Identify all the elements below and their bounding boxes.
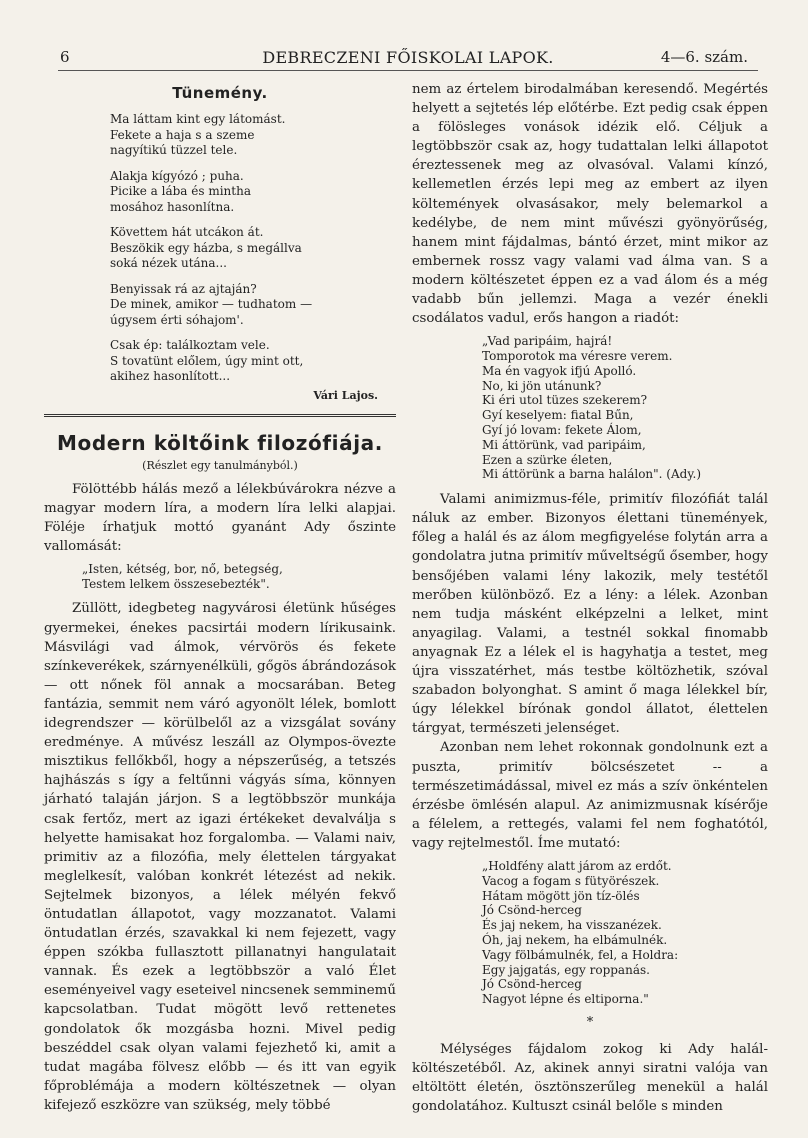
quote-line: Mi áttörünk, vad paripáim, bbox=[482, 437, 646, 452]
poem-stanza bbox=[110, 169, 396, 216]
article-title: Modern költőink filozófiája. bbox=[57, 430, 383, 455]
quote-line: Egy jajgatás, egy roppanás. bbox=[482, 962, 650, 977]
poem-line: Benyissak rá az ajtaján? bbox=[110, 281, 257, 296]
poem-line: De minek, amikor — tudhatom — bbox=[110, 297, 313, 311]
quote-line: Vacog a fogam s fütyörészek. bbox=[482, 873, 660, 888]
poem-line: S tovatünt előlem, úgy mint ott, bbox=[110, 353, 304, 368]
article-paragraph: Fölöttébb hálás mező a lélekbúvárokra nézve a magyar modern líra, a modern líra lelki alapjai. Föléje írhatjuk mottó gyanánt Ady őszinte vallomását: bbox=[44, 481, 396, 554]
article-paragraph: Azonban nem lehet rokonnak gondolnunk ezt a puszta, primitív bölcsészetet -- a természetimádással, mivel ez más a szív önkéntelen érzésbe ömlésén alapul. Az animizmusnak kísérője a félelem, a rettegés, valami fel nem foghatótól, vagy rejtelmestől. Íme mutató: bbox=[412, 740, 768, 851]
page-number: 6 bbox=[60, 48, 70, 66]
quote-line: Jó Csönd-herceg bbox=[482, 977, 582, 992]
left-column bbox=[44, 80, 396, 1115]
poem-line: mosához hasonlítna. bbox=[110, 199, 235, 214]
poem-line: Picike a lába és mintha bbox=[110, 184, 251, 198]
quote-line: Testem lelkem összesebezték". bbox=[82, 576, 270, 591]
block-quote bbox=[482, 334, 768, 482]
quote-line: „Vad paripáim, hajrá! bbox=[482, 334, 613, 349]
poem-title: Tünemény. bbox=[172, 84, 268, 102]
poem-line: Követtem hát utcákon át. bbox=[110, 225, 264, 239]
block-quote bbox=[482, 859, 768, 1007]
quote-line: Gyí jó lovam: fekete Álom, bbox=[482, 423, 642, 437]
section-divider bbox=[44, 414, 396, 417]
poem-line: Ma láttam kint egy látomást. bbox=[110, 112, 286, 126]
quote-line: Hátam mögött jön tíz-ölés bbox=[482, 888, 640, 903]
article-paragraph: Mélységes fájdalom zokog ki Ady halál-költészetéből. Az, akinek annyi siratni valója van eltöltött életén, ösztönszerűleg menekül a halál gondolatához. Kultuszt csinál belőle s minden bbox=[412, 1041, 768, 1115]
article-paragraph: Valami animizmus-féle, primitív filozófiát talál náluk az ember. Bizonyos élettani tünemények, főleg a halál és az álom megfigyelése folytán arra a gondolatra jutna primitív műveltségű ősember, hogy bensőjében valami lény lakozik, mely testétől merőben különböző. Ez a lény: a lélek. Azonban nem tudja másként elképzelni a lelket, mint anyagilag. Valami, a testnél sokkal finomabb anyagnak Ez a lélek el is hagyhatja a testet, meg újra visszatérhet, más testbe költözhetik, szóval szabadon bolyonghat. S amint ő maga lélekkel bír, úgy lélekkel bírónak gondol állatot, élettelen tárgyat, természeti jelenséget. bbox=[412, 492, 768, 737]
block-quote bbox=[82, 562, 396, 592]
poem-stanza bbox=[110, 225, 396, 272]
poem-stanza bbox=[110, 282, 396, 329]
quote-line: „Isten, kétség, bor, nő, betegség, bbox=[82, 561, 283, 576]
poem-line: Beszökik egy házba, s megállva bbox=[110, 240, 302, 255]
journal-title: DEBRECZENI FŐISKOLAI LAPOK. bbox=[262, 48, 554, 67]
poem-line: Fekete a haja s a szeme bbox=[110, 127, 255, 142]
poem-line: Csak ép: találkoztam vele. bbox=[110, 338, 270, 352]
quote-line: Vagy fölbámulnék, fel, a Holdra: bbox=[482, 947, 679, 962]
quote-line: Ki éri utol tüzes szekerem? bbox=[482, 393, 648, 408]
poem-author: Vári Lajos. bbox=[313, 388, 378, 402]
quote-line: No, ki jön utánunk? bbox=[482, 378, 602, 393]
quote-line: „Holdfény alatt járom az erdőt. bbox=[482, 858, 672, 873]
article-paragraph: Züllött, idegbeteg nagyvárosi életünk hűséges gyermekei, énekes pacsirtái modern lírikusaink. Másvilági vad álmok, vérvörös és fekete színkeverékek, szárnyenélküli, gőgös ábrándozások — ott nőnek föl annak a mocsarában. Beteg fantázia, semmit nem váró agyonölt lélek, bomlott idegrendszer — körülbelől az a vizsgálat sovány eredménye. A művész leszáll az Olympos-övezte misztikus fellőkből, hogy a népszerűség, a tetszés hajhászás s így a feltűnni vágyás síma, könnyen járható talaján járjon. S a legtöbbször munkája csak fertőz, mert az igazi értékeket devalválja s helyette hamisakat hoz forgalomba. — Valami naiv, primitiv az a filozófia, mely élettelen tárgyakat meglelkesít, valóban konkrét létezést ad nekik. Sejtelmek bizonyos, a lélek mélyén fekvő öntudatlan állapotot, vagy mozzanatot. Valami öntudatlan érzés, szavakkal ki nem fejezett, vagy éppen szókba fullasztott pillanatnyi hangulatait vannak. És ezek a legtöbbször a való Élet eseményeivel vagy eseteivel nincsenek semminemű kapcsolatban. Tudat mögött levő rettenetes gondolatok ők mozgásba hozni. Mivel pedig beszéddel csak olyan valami fejezhető ki, amit a tudat magába fölvesz előbb — és itt van egyik főproblémája a modern költészetnek — olyan kifejező eszközre van szükség, mely többé bbox=[44, 601, 396, 1113]
quote-line: Nagyot lépne és eltiporna." bbox=[482, 992, 649, 1007]
section-separator: * bbox=[586, 1014, 594, 1030]
quote-line: Gyí keselyem: fiatal Bűn, bbox=[482, 408, 634, 423]
poem-stanza bbox=[110, 338, 396, 385]
poem-stanza bbox=[110, 112, 396, 159]
quote-line: Ma én vagyok ifjú Apolló. bbox=[482, 363, 637, 378]
page-header bbox=[58, 48, 758, 71]
quote-line: Tomporotok ma véresre verem. bbox=[482, 349, 673, 364]
quote-line: És jaj nekem, ha visszanézek. bbox=[482, 918, 662, 933]
quote-line: Óh, jaj nekem, ha elbámulnék. bbox=[482, 932, 668, 947]
quote-line: Ezen a szürke életen, bbox=[482, 452, 613, 467]
article-paragraph: nem az értelem birodalmában keresendő. Megértés helyett a sejtetés lép előtérbe. Ezt pedig csak éppen a fölösleges vonások idézik elő. Céljuk a legtöbbször csak az, hogy tudattalan lelki állapotot éreztessenek meg az olvasóval. Valami kínzó, kellemetlen érzés lepi meg az embert az ilyen költemények olvasásakor, mely belemarkol a kedélybe, de nem mint művészi gyönyörűség, hanem mint fájdalmas, bántó érzet, mint mikor az embernek rossz vagy valami vad álma van. S a modern költészetet éppen ez a vad álom és a még vadabb bűn jellemzi. Maga a vezér énekli csodálatos vadul, erős hangon a riadót: bbox=[412, 82, 768, 327]
poem-line: soká nézek utána... bbox=[110, 256, 227, 270]
issue-number: 4—6. szám. bbox=[660, 48, 748, 66]
right-column bbox=[412, 80, 768, 1116]
poem-line: akihez hasonlított... bbox=[110, 369, 231, 383]
quote-line: Mi áttörünk a barna halálon". (Ady.) bbox=[482, 467, 702, 482]
poem-line: nagyítikú tüzzel tele. bbox=[110, 143, 238, 157]
poem-body bbox=[110, 112, 396, 385]
quote-line: Jó Csönd-herceg bbox=[482, 903, 582, 918]
poem-line: úgysem érti sóhajom'. bbox=[110, 312, 244, 327]
article-subtitle: (Részlet egy tanulmányból.) bbox=[142, 458, 298, 472]
poem-line: Alakja kígyózó ; puha. bbox=[110, 168, 244, 183]
